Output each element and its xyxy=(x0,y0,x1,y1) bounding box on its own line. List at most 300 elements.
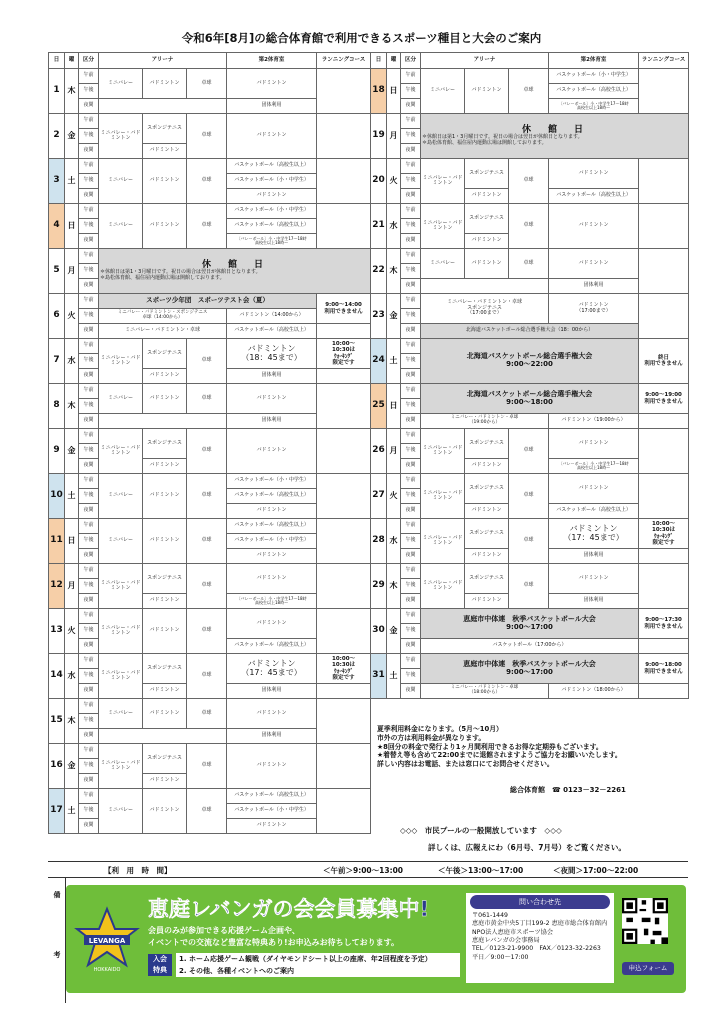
running-closed-label: 利用できません xyxy=(324,308,363,315)
period-am: 午前 xyxy=(401,339,421,354)
arena-badminton: バドミントン xyxy=(143,699,187,729)
arena-sponge: スポンジテニス xyxy=(143,114,187,144)
period-am: 午前 xyxy=(79,114,99,129)
weekday: 日 xyxy=(65,519,79,564)
running-cell xyxy=(639,639,689,654)
arena-tt: 卓球 xyxy=(187,519,227,564)
day-number: 8 xyxy=(49,384,65,429)
arena-night-empty xyxy=(99,729,227,744)
running-closed-label: 利用できません xyxy=(644,623,683,630)
weekday: 水 xyxy=(65,339,79,384)
period-night: 夜間 xyxy=(79,819,99,834)
arena-sponge: スポンジテニス xyxy=(465,519,509,549)
walk-label: ｳｫｰｷﾝｸﾞ xyxy=(333,668,354,675)
day-number: 31 xyxy=(371,654,387,699)
running-cell xyxy=(317,159,371,204)
day-number: 28 xyxy=(371,519,387,564)
gym2-group: 団体利用 xyxy=(549,594,639,609)
period-pm: 午後 xyxy=(79,264,99,279)
running-cell xyxy=(317,69,371,114)
arena-badminton: バドミントン xyxy=(143,384,187,414)
day-number: 15 xyxy=(49,699,65,744)
table-row xyxy=(49,159,371,174)
gym2-badminton: バドミントン xyxy=(569,523,618,533)
arena-volley-bad: ミニバレー・バドミントン xyxy=(421,204,465,249)
running-cell xyxy=(317,564,371,609)
gym2-badminton: バドミントン xyxy=(227,699,317,729)
closed-note-1: ＊休館日は第1・3月曜日です。祝日の場合は翌日が休館日となります。 xyxy=(100,269,261,276)
arena-volley-bad: ミニバレー・バドミントン xyxy=(421,564,465,609)
arena-night-empty xyxy=(99,414,227,429)
table-row xyxy=(371,69,689,84)
period-night: 夜間 xyxy=(401,279,421,294)
period-pm: 午後 xyxy=(401,84,421,99)
gym2-badminton: バドミントン xyxy=(549,249,639,279)
gym2-badminton-from: バドミントン（19:00から） xyxy=(549,414,639,429)
weekday: 金 xyxy=(387,294,401,339)
period-am: 午前 xyxy=(79,159,99,174)
header-running: ランニングコース xyxy=(639,53,689,69)
gym2-group: 団体利用 xyxy=(227,684,317,699)
perk-item: 2. その他、各種イベントへのご案内 xyxy=(179,967,294,975)
arena-badminton: バドミントン xyxy=(465,234,509,249)
day-number: 27 xyxy=(371,474,387,519)
arena-tt: 卓球 xyxy=(509,474,549,519)
table-row xyxy=(49,744,371,759)
arena-badminton: バドミントン xyxy=(143,519,187,564)
period-pm: 午後 xyxy=(79,84,99,99)
period-pm: 午後 xyxy=(401,534,421,549)
event-time: 9:00～17:00 xyxy=(506,667,553,676)
day-number: 20 xyxy=(371,159,387,204)
weekday: 土 xyxy=(65,159,79,204)
period-pm: 午後 xyxy=(79,444,99,459)
walk-time-2: 10:30は xyxy=(332,347,356,354)
gym2-volley-kids: 〔バレーボール〕小・中学生17～18時 xyxy=(558,460,629,466)
arena-tt: 卓球 xyxy=(187,609,227,654)
note-season-ticket: ★8回分の料金で発行より1ヶ月間利用できるお得な定期券もございます。 xyxy=(377,742,603,751)
period-am: 午前 xyxy=(79,384,99,399)
gym2-volley-high: 高校生以上18時～ xyxy=(576,105,611,110)
period-night: 夜間 xyxy=(79,459,99,474)
event-eniwa-basketball: 恵庭市中体連 秋季バスケットボール大会 xyxy=(463,659,596,668)
period-am: 午前 xyxy=(401,69,421,84)
gym2-group: 団体利用 xyxy=(549,279,639,294)
arena-volley: ミニバレー xyxy=(99,69,143,99)
gym2-badminton-from: バドミントン（18:00から） xyxy=(549,684,639,699)
weekday: 日 xyxy=(387,384,401,429)
period-pm: 午後 xyxy=(401,264,421,279)
period-night: 夜間 xyxy=(401,414,421,429)
arena-badminton: バドミントン xyxy=(465,504,509,519)
arena-tt: 卓球 xyxy=(509,159,549,204)
period-night: 夜間 xyxy=(79,729,99,744)
period-am: 午前 xyxy=(79,789,99,804)
gym2-bb-high: バスケットボール（高校生以上） xyxy=(227,789,317,804)
closed-notice xyxy=(421,114,689,159)
period-night: 夜間 xyxy=(79,549,99,564)
day-number: 4 xyxy=(49,204,65,249)
arena-tt: 卓球 xyxy=(187,114,227,159)
period-night: 夜間 xyxy=(401,369,421,384)
walk-time-1: 10:00～ xyxy=(332,656,356,663)
arena-tt: 卓球 xyxy=(187,744,227,789)
table-row xyxy=(49,249,371,264)
apply-form-button[interactable]: 申込フォーム xyxy=(622,962,674,975)
weekday: 金 xyxy=(387,609,401,654)
arena-volley-bad: ミニバレー・バドミントン xyxy=(99,114,143,159)
table-row xyxy=(371,114,689,129)
period-pm: 午後 xyxy=(79,714,99,729)
gym2-group: 団体利用 xyxy=(227,99,317,114)
period-pm: 午後 xyxy=(401,174,421,189)
note-inquiry: 詳しい内容はお電話、または窓口にてお問合せください。 xyxy=(377,760,554,769)
period-night: 夜間 xyxy=(401,504,421,519)
running-cell xyxy=(639,294,689,339)
event-time: 9:00～18:00 xyxy=(506,397,553,406)
period-night: 夜間 xyxy=(79,684,99,699)
gym2-badminton: バドミントン xyxy=(578,302,609,308)
arena-badminton: バドミントン xyxy=(465,549,509,564)
walk-label: ｳｫｰｷﾝｸﾞ xyxy=(333,353,354,360)
weekday: 木 xyxy=(65,69,79,114)
period-pm: 午後 xyxy=(79,804,99,819)
arena-volley-bad: ミニバレー・バドミントン xyxy=(421,429,465,474)
arena-volley: ミニバレー xyxy=(99,519,143,564)
period-am: 午前 xyxy=(79,519,99,534)
period-am: 午前 xyxy=(79,339,99,354)
period-am: 午前 xyxy=(401,654,421,669)
remarks-column xyxy=(48,878,66,1003)
table-row xyxy=(371,609,689,624)
arena-tt: 卓球 xyxy=(187,384,227,414)
period-am: 午前 xyxy=(79,609,99,624)
table-row xyxy=(49,609,371,624)
period-am: 午前 xyxy=(79,249,99,264)
arena-badminton: バドミントン xyxy=(143,69,187,99)
arena-tt: 卓球 xyxy=(187,564,227,609)
running-cell xyxy=(317,114,371,159)
arena-badminton: バドミントン xyxy=(143,789,187,834)
weekday: 水 xyxy=(65,654,79,699)
pool-detail: 詳しくは、広報えにわ（6月号、7月号）をご覧ください。 xyxy=(428,843,626,852)
arena-tt: 卓球 xyxy=(509,204,549,249)
period-pm: 午後 xyxy=(79,759,99,774)
contact-org: NPO法人恵庭市スポーツ協会 xyxy=(472,928,554,936)
arena-sponge: スポンジテニス xyxy=(465,159,509,189)
gym2-volley-kids: 〔バレーボール〕小・中学生17～18時 xyxy=(236,595,307,601)
arena-badminton: バドミントン xyxy=(143,159,187,204)
table-row xyxy=(49,204,371,219)
arena-tt: 卓球 xyxy=(187,654,227,699)
period-pm: 午後 xyxy=(401,354,421,369)
period-night: 夜間 xyxy=(401,189,421,204)
weekday: 火 xyxy=(387,159,401,204)
arena-multi: ミニバレー・バドミントン・卓球 xyxy=(447,299,522,306)
header-gym2: 第2体育室 xyxy=(549,53,639,69)
arena-volley-bad: ミニバレー・バドミントン xyxy=(99,339,143,384)
weekday: 木 xyxy=(65,384,79,429)
arena-badminton: バドミントン xyxy=(465,459,509,474)
banner-desc-2: イベントでの交流など豊富な特典あり!お申込みお待ちしております。 xyxy=(148,937,400,947)
arena-night-empty xyxy=(421,279,549,294)
period-am: 午前 xyxy=(401,159,421,174)
arena-sponge: スポンジテニス xyxy=(465,564,509,594)
weekday: 土 xyxy=(65,789,79,834)
table-row xyxy=(371,204,689,219)
gym2-until: （17：45まで） xyxy=(563,532,624,542)
day-number: 24 xyxy=(371,339,387,384)
running-cell xyxy=(317,519,371,564)
table-row xyxy=(49,339,371,354)
hours-night: ＜夜間＞17:00～22:00 xyxy=(553,866,639,875)
gym2-badminton: バドミントン xyxy=(549,159,639,189)
gym2-bb-kids: バスケットボール（小・中学生） xyxy=(227,204,317,219)
header-weekday: 曜 xyxy=(65,53,79,69)
gym2-badminton: バドミントン xyxy=(549,429,639,459)
period-pm: 午後 xyxy=(401,624,421,639)
table-row xyxy=(49,384,371,399)
weekday: 金 xyxy=(65,429,79,474)
usage-hours xyxy=(48,861,688,878)
period-pm: 午後 xyxy=(79,624,99,639)
arena-sponge: スポンジテニス xyxy=(143,744,187,774)
gym2-bb-high: バスケットボール（高校生以上） xyxy=(227,639,317,654)
arena-multi: ミニバレー・バドミントン・スポンジテニス xyxy=(117,310,208,316)
gym2-bb-high: バスケットボール（高校生以上） xyxy=(549,189,639,204)
running-cell xyxy=(639,204,689,249)
period-pm: 午後 xyxy=(401,579,421,594)
period-pm: 午後 xyxy=(401,399,421,414)
closed-title: 休 館 日 xyxy=(202,259,268,270)
contact-address: 恵庭市黄金中央5丁目199-2 恵庭市総合体育館内 xyxy=(472,920,608,928)
arena-sponge: スポンジテニス xyxy=(143,429,187,459)
arena-night-multi: ミニバレー・バドミントン・卓球 xyxy=(99,324,227,339)
arena-tt: 卓球 xyxy=(187,339,227,384)
period-night: 夜間 xyxy=(401,99,421,114)
period-pm: 午後 xyxy=(401,309,421,324)
office-name: 総合体育館 xyxy=(510,786,545,794)
table-row xyxy=(49,654,371,669)
gym2-group: 団体利用 xyxy=(227,369,317,384)
table-header-left xyxy=(49,53,371,69)
arena-badminton: バドミントン xyxy=(465,69,509,114)
period-night: 夜間 xyxy=(79,279,99,294)
header-day: 日 xyxy=(371,53,387,69)
gym2-group: 団体利用 xyxy=(227,414,317,429)
period-pm: 午後 xyxy=(401,444,421,459)
table-row xyxy=(49,69,371,84)
arena-tt: 卓球 xyxy=(509,249,549,279)
closed-title: 休 館 日 xyxy=(522,124,588,135)
event-time: 9:00～17:00 xyxy=(506,622,553,631)
gym2-bb-high: バスケットボール（高校生以上） xyxy=(227,519,317,534)
gym2-bb-high: バスケットボール（高校生以上） xyxy=(549,84,639,99)
arena-volley: ミニバレー xyxy=(99,474,143,519)
period-am: 午前 xyxy=(79,654,99,669)
banner-title: 恵庭レバンガの会会員募集中! xyxy=(148,897,430,921)
banner-description xyxy=(148,925,448,948)
period-night: 夜間 xyxy=(79,144,99,159)
arena-volley-bad: ミニバレー・バドミントン xyxy=(421,519,465,564)
gym2-group: 団体利用 xyxy=(549,549,639,564)
weekday: 土 xyxy=(387,339,401,384)
gym2-badminton: バドミントン xyxy=(227,819,317,834)
table-row xyxy=(371,564,689,579)
event-hokkaido-basketball: 北海道バスケットボール総合選手権大会 xyxy=(466,352,593,361)
gym2-volley-high: 高校生以上18時～ xyxy=(254,600,289,605)
schedule-table-right xyxy=(370,52,689,699)
qr-code-icon[interactable] xyxy=(622,898,668,944)
event-hokkaido-basketball-night: 北海道バスケットボール総合選手権大会（18：00から） xyxy=(421,324,639,339)
arena-volley: ミニバレー xyxy=(99,384,143,414)
weekday: 月 xyxy=(387,429,401,474)
arena-tt: 卓球 xyxy=(187,474,227,519)
day-number: 30 xyxy=(371,609,387,654)
walk-label: ｳｫｰｷﾝｸﾞ xyxy=(653,533,674,540)
gym2-badminton: バドミントン xyxy=(227,549,317,564)
period-pm: 午後 xyxy=(79,534,99,549)
weekday: 土 xyxy=(65,474,79,519)
header-weekday: 曜 xyxy=(387,53,401,69)
day-number: 25 xyxy=(371,384,387,429)
arena-badminton: バドミントン xyxy=(143,774,187,789)
pool-notice: ◇◇◇ 市民プールの一般開放しています ◇◇◇ xyxy=(400,826,562,835)
day-number: 23 xyxy=(371,294,387,339)
arena-badminton: バドミントン xyxy=(143,204,187,249)
weekday: 月 xyxy=(65,249,79,294)
hours-am: ＜午前＞9:00～13:00 xyxy=(323,866,404,875)
period-night: 夜間 xyxy=(79,189,99,204)
logo-text: LEVANGA xyxy=(88,937,126,945)
period-night: 夜間 xyxy=(79,234,99,249)
day-number: 19 xyxy=(371,114,387,159)
day-number: 13 xyxy=(49,609,65,654)
arena-volley-bad: ミニバレー・バドミントン xyxy=(99,609,143,654)
arena-tt: 卓球 xyxy=(509,69,549,114)
running-cell xyxy=(639,684,689,699)
period-night: 夜間 xyxy=(401,324,421,339)
contact-tel-fax: TEL／0123-21-9900 FAX／0123-32-2263 xyxy=(472,945,601,953)
weekday: 水 xyxy=(387,204,401,249)
day-number: 18 xyxy=(371,69,387,114)
period-pm: 午後 xyxy=(401,129,421,144)
period-pm: 午後 xyxy=(401,489,421,504)
gym2-badminton: バドミントン xyxy=(227,609,317,639)
arena-volley: ミニバレー xyxy=(421,69,465,114)
weekday: 火 xyxy=(387,474,401,519)
period-pm: 午後 xyxy=(79,309,99,324)
walk-limit: 限定です xyxy=(332,359,355,366)
event-hokkaido-basketball: 北海道バスケットボール総合選手権大会 xyxy=(466,389,593,398)
weekday: 月 xyxy=(65,564,79,609)
day-number: 21 xyxy=(371,204,387,249)
running-cell xyxy=(317,684,371,699)
contact-office: 恵庭レバンガの会事務局 xyxy=(472,937,540,945)
header-arena: アリーナ xyxy=(421,53,549,69)
perk-item: 1. ホーム応援ゲーム観戦（ダイヤモンドシート以上の座席、年2回程度を予定） xyxy=(179,955,432,963)
gym2-bb-high: バスケットボール（高校生以上） xyxy=(227,159,317,174)
arena-sponge: スポンジテニス xyxy=(143,654,187,684)
gym2-badminton-from: バドミントン（14:00から） xyxy=(227,309,317,324)
running-closed-time: 9:00～14:00 xyxy=(325,302,362,309)
arena-sponge: スポンジテニス xyxy=(465,474,509,504)
arena-badminton: バドミントン xyxy=(143,144,187,159)
period-night: 夜間 xyxy=(401,594,421,609)
gym2-badminton: バドミントン xyxy=(227,384,317,414)
hours-pm: ＜午後＞13:00～17:00 xyxy=(438,866,524,875)
gym2-badminton: バドミントン xyxy=(227,504,317,519)
period-night: 夜間 xyxy=(79,774,99,789)
arena-tt: 卓球 xyxy=(187,429,227,474)
running-cell xyxy=(317,369,371,384)
day-number: 11 xyxy=(49,519,65,564)
day-number: 2 xyxy=(49,114,65,159)
period-am: 午前 xyxy=(79,294,99,309)
gym2-badminton: バドミントン xyxy=(227,429,317,474)
day-number: 1 xyxy=(49,69,65,114)
running-cell xyxy=(639,159,689,204)
header-day: 日 xyxy=(49,53,65,69)
period-am: 午前 xyxy=(79,564,99,579)
contact-header: 問い合わせ先 xyxy=(470,895,610,909)
day-number: 10 xyxy=(49,474,65,519)
day-number: 26 xyxy=(371,429,387,474)
running-cell xyxy=(317,744,371,789)
running-cell xyxy=(639,249,689,294)
running-closed-time: 終日 xyxy=(658,354,670,361)
walk-time-1: 10:00～ xyxy=(652,521,676,528)
table-row xyxy=(371,519,689,534)
period-night: 夜間 xyxy=(401,639,421,654)
gym2-volley-high: 高校生以上18時～ xyxy=(576,465,611,470)
arena-sponge: スポンジテニス xyxy=(465,204,509,234)
arena-volley: ミニバレー xyxy=(421,249,465,279)
running-cell xyxy=(317,429,371,474)
period-am: 午前 xyxy=(79,69,99,84)
arena-tt: 卓球 xyxy=(509,519,549,564)
table-row xyxy=(371,339,689,354)
arena-volley: ミニバレー xyxy=(99,159,143,204)
running-cell xyxy=(317,609,371,654)
gym2-until: （17：45まで） xyxy=(241,667,302,677)
closed-note-2: ＊島松体育館、福住屋内運動広場は開館しております。 xyxy=(422,139,547,146)
gym2-badminton: バドミントン xyxy=(227,189,317,204)
running-closed-time: 9:00～18:00 xyxy=(645,662,682,669)
day-number: 29 xyxy=(371,564,387,609)
closed-note-1: ＊休館日は第1・3月曜日です。祝日の場合は翌日が休館日となります。 xyxy=(422,134,583,141)
office-tel: ☎ 0123－32－2261 xyxy=(552,786,626,794)
arena-tt: 卓球 xyxy=(509,564,549,609)
header-period: 区分 xyxy=(79,53,99,69)
gym2-badminton: バドミントン xyxy=(549,204,639,249)
arena-badminton: バドミントン xyxy=(143,369,187,384)
day-number: 17 xyxy=(49,789,65,834)
day-number: 22 xyxy=(371,249,387,294)
period-pm: 午後 xyxy=(79,399,99,414)
period-am: 午前 xyxy=(401,114,421,129)
arena-sponge: スポンジテニス xyxy=(467,304,502,311)
table-row xyxy=(371,474,689,489)
weekday: 月 xyxy=(387,114,401,159)
arena-tt: 卓球 xyxy=(187,699,227,729)
walk-time-2: 10:30は xyxy=(332,662,356,669)
period-am: 午前 xyxy=(401,609,421,624)
arena-volley: ミニバレー xyxy=(99,204,143,249)
period-night: 夜間 xyxy=(79,324,99,339)
gym2-bb-kids: バスケットボール（小・中学生） xyxy=(227,534,317,549)
period-am: 午前 xyxy=(401,519,421,534)
